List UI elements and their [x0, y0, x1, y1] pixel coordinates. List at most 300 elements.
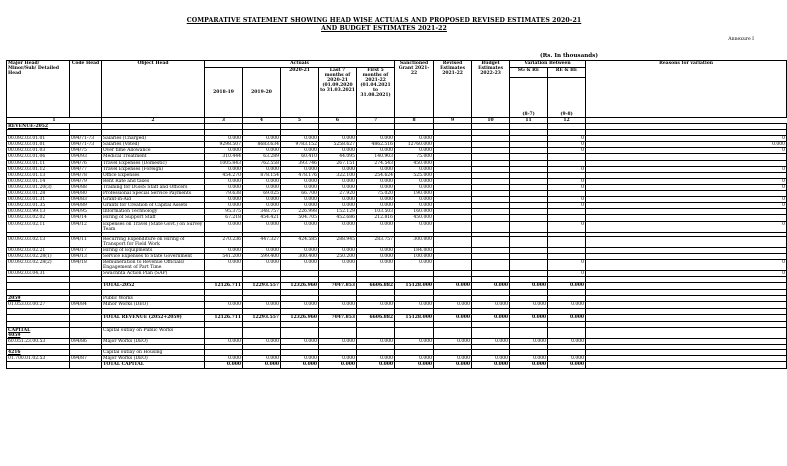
value-cell: 0.000	[319, 166, 357, 172]
total-value: 7047.853	[319, 283, 357, 290]
code-head-cell: 094/88	[70, 184, 102, 190]
value-cell: 0.000	[395, 355, 434, 361]
object-head-cell: Major Works (DEO)	[102, 338, 205, 344]
value-cell: 0.000	[510, 338, 548, 344]
column-number: 7	[357, 118, 395, 124]
value-cell: 322.100	[319, 172, 357, 178]
object-head-cell: Swachhta Action Plan (SAP)	[102, 271, 205, 277]
report-title-line1: COMPARATIVE STATEMENT SHOWING HEAD WISE ACTUALS AND PROPOSED REVISED ESTIMATES 2020-21	[186, 17, 582, 24]
value-cell: 0	[586, 203, 787, 209]
total-value: 0.000	[472, 362, 510, 369]
value-cell: 0.000	[319, 260, 357, 271]
value-cell: 0.000	[472, 338, 510, 344]
value-cell: 0.000	[548, 355, 586, 361]
object-head-cell: Information Technology	[102, 209, 205, 215]
major-head-cell: 00.092.03.02.11	[7, 221, 70, 232]
hdr-2019-20: 2019-20	[243, 68, 281, 118]
code-head-cell: 094/14	[70, 215, 102, 221]
code-head-cell: 094/93	[70, 154, 102, 160]
hdr-variation: Variation Between	[510, 61, 586, 68]
value-cell: 274.543	[357, 160, 395, 166]
value-cell: 0.000	[281, 136, 319, 142]
value-cell: 27.920	[319, 191, 357, 197]
total-value: 12293.557	[243, 283, 281, 290]
value-cell: 103.503	[357, 209, 395, 215]
total-value: 0.000	[395, 362, 434, 369]
value-cell	[510, 236, 548, 247]
hdr-object-head: Object Head	[102, 61, 205, 118]
major-head-cell: 00.092.03.01.13	[7, 172, 70, 178]
total-value: 12326.960	[281, 314, 319, 321]
major-head-cell: 00.092.03.01.03	[7, 148, 70, 154]
object-head-cell: Travel Expenses (Foreign)	[102, 166, 205, 172]
value-cell: 1005.843	[205, 160, 243, 166]
value-cell: 0	[548, 184, 586, 190]
total-value: 7047.853	[319, 314, 357, 321]
value-cell: 0.000	[395, 221, 434, 232]
value-cell	[586, 236, 787, 247]
value-cell: 0.000	[205, 184, 243, 190]
value-cell	[434, 221, 472, 232]
value-cell: 0.000	[205, 260, 243, 271]
value-cell: 0.000	[243, 178, 281, 184]
object-head-cell: Salaries (Voted)	[102, 142, 205, 148]
object-head-cell: Salaries (Charged)	[102, 136, 205, 142]
major-head-cell: 00.092.03.02.21	[7, 247, 70, 253]
object-head-cell: Major Works (DEO)	[102, 355, 205, 361]
value-cell	[472, 260, 510, 271]
value-cell: 454.270	[205, 172, 243, 178]
value-cell: 0.000	[357, 247, 395, 253]
code-head-cell: 094/84	[70, 302, 102, 308]
value-cell: 0.000	[395, 203, 434, 209]
object-title-cell: Capital outlay on Housing	[102, 349, 205, 355]
empty-cell	[472, 327, 510, 338]
value-cell: 270.236	[205, 236, 243, 247]
value-cell: 0.000	[319, 355, 357, 361]
total-value: 0.000	[510, 362, 548, 369]
code-head-cell: 094/12	[70, 221, 102, 232]
column-number: 8	[395, 118, 434, 124]
value-cell: 0.000	[395, 166, 434, 172]
total-label: TOTAL-2052	[102, 283, 205, 290]
value-cell: 0.000	[205, 203, 243, 209]
value-cell: 0.000	[243, 338, 281, 344]
value-cell: 0.000	[281, 148, 319, 154]
section-major-cell	[7, 327, 70, 338]
total-value: 15128.000	[395, 283, 434, 290]
major-head-cell: 00.092.03.01.28	[7, 191, 70, 197]
code-head-cell: 094/18	[70, 260, 102, 271]
value-cell: 0.000	[205, 148, 243, 154]
hdr-code-head: Code Head	[70, 61, 102, 118]
value-cell: 0.000	[357, 184, 395, 190]
value-cell: 0.000	[319, 247, 357, 253]
code-head-cell: 094/71-73	[70, 142, 102, 148]
value-cell: 0.000	[319, 203, 357, 209]
value-cell: 878.154	[243, 172, 281, 178]
value-cell: 0	[548, 178, 586, 184]
empty-cell	[7, 314, 70, 321]
value-cell: 5258.627	[319, 142, 357, 148]
value-cell: 0.000	[243, 221, 281, 232]
value-cell: 0.000	[205, 136, 243, 142]
empty-cell	[281, 327, 319, 338]
major-head-cell: 00.092.03.04.31	[7, 271, 70, 277]
object-head-cell: Office Expenses	[102, 172, 205, 178]
value-cell: 0.000	[434, 355, 472, 361]
value-cell: 75.000	[395, 154, 434, 160]
value-cell: 250.200	[319, 253, 357, 259]
units-label: (Rs. In thousands)	[540, 53, 598, 59]
value-cell: 300.400	[281, 253, 319, 259]
value-cell: 0.000	[395, 338, 434, 344]
column-number: 12	[548, 118, 586, 124]
hdr-budget: Budget Estimates 2022-23	[472, 61, 510, 118]
column-number: 10	[472, 118, 510, 124]
object-head-cell: Grants for Creation of Capital Assets	[102, 203, 205, 209]
value-cell: 0	[586, 197, 787, 203]
total-value: 12293.557	[243, 314, 281, 321]
object-head-cell: Hiring of Equipments	[102, 247, 205, 253]
object-title-cell: Public Works	[102, 296, 205, 302]
value-cell: 0.000	[472, 302, 510, 308]
major-head-cell: 00.092.03.02.28(2)	[7, 260, 70, 271]
major-head-cell: 00.092.03.01.14	[7, 178, 70, 184]
major-head-cell: 00.092.03.02.28(1)	[7, 253, 70, 259]
value-cell: 8683.634	[243, 142, 281, 148]
value-cell: 0	[586, 184, 787, 190]
value-cell: 0	[548, 148, 586, 154]
empty-cell	[510, 327, 548, 338]
hdr-last7: Last 7 months of 2020-21 (01.09.2020 to 31.03.2021	[319, 68, 357, 118]
table-row	[7, 236, 787, 247]
value-cell: 424.585	[281, 236, 319, 247]
hdr-re-be: RE & BE	[548, 68, 586, 78]
value-cell: 0.000	[319, 221, 357, 232]
value-cell: 226.998	[281, 209, 319, 215]
value-cell: 0	[586, 136, 787, 142]
value-cell: 0.000	[205, 178, 243, 184]
table-body	[7, 124, 787, 369]
value-cell: 0.000	[243, 260, 281, 271]
major-head-cell: 00.092.03.01.01	[7, 136, 70, 142]
value-cell: 0.000	[205, 247, 243, 253]
column-number: 3	[205, 118, 243, 124]
value-cell: 283.757	[357, 236, 395, 247]
code-head-cell: 094/75	[70, 148, 102, 154]
value-cell: 9298.507	[205, 142, 243, 148]
hdr-2020-21: 2020-21	[281, 68, 319, 118]
total-value: 12326.960	[281, 283, 319, 290]
value-cell: 0.000	[395, 302, 434, 308]
value-cell: 0.000	[357, 355, 395, 361]
major-head-cell: 00.092.03.01.20(3)	[7, 184, 70, 190]
value-cell: 0.000	[357, 148, 395, 154]
value-cell: 454.421	[243, 215, 281, 221]
value-cell: 0.000	[243, 166, 281, 172]
total-value: 6606.882	[357, 314, 395, 321]
value-cell: 0.000	[243, 148, 281, 154]
value-cell: 0.000	[319, 136, 357, 142]
object-head-cell: Remuneration to Revenue Officials/ Engagement of Part Time	[102, 260, 205, 271]
total-value: 0.000	[319, 362, 357, 369]
value-cell: 0.000	[357, 166, 395, 172]
value-cell: 79.638	[205, 191, 243, 197]
hdr-var-a: (8-7)	[510, 78, 548, 118]
value-cell: 0.000	[281, 166, 319, 172]
value-cell: 160.000	[395, 209, 434, 215]
value-cell: 300.000	[395, 236, 434, 247]
hdr-2018-19: 2018-19	[205, 68, 243, 118]
total-value: 0.000	[472, 314, 510, 321]
value-cell: 0.000	[395, 148, 434, 154]
column-number: 11	[510, 118, 548, 124]
section-revenue-label: REVENUE-2052	[7, 124, 70, 130]
column-number: 1	[7, 118, 102, 124]
value-cell: 0.000	[472, 355, 510, 361]
value-cell: 267.151	[319, 160, 357, 166]
value-cell: 0.000	[357, 178, 395, 184]
value-cell: 0	[548, 136, 586, 142]
value-cell: 69.025	[243, 191, 281, 197]
total-value: 0.000	[281, 362, 319, 369]
value-cell: 190.000	[395, 191, 434, 197]
value-cell: 541.200	[205, 253, 243, 259]
code-head-cell: 094/13	[70, 253, 102, 259]
major-head-cell: 01.700.01.02.53	[7, 355, 70, 361]
empty-cell	[70, 314, 102, 321]
total-value: 0.000	[472, 283, 510, 290]
value-cell: 0.000	[281, 203, 319, 209]
value-cell: 0	[586, 221, 787, 232]
value-cell: 0.000	[319, 302, 357, 308]
value-cell: 504.705	[281, 215, 319, 221]
value-cell: 9783.152	[281, 142, 319, 148]
column-number: 9	[434, 118, 472, 124]
object-head-cell: Minor Works (DEO)	[102, 302, 205, 308]
empty-cell	[586, 362, 787, 369]
value-cell: 0.000	[205, 302, 243, 308]
value-cell: 254.624	[357, 172, 395, 178]
total-value: 0.000	[434, 283, 472, 290]
value-cell: 0.000	[205, 221, 243, 232]
empty-cell	[586, 283, 787, 290]
value-cell: 212.816	[357, 215, 395, 221]
value-cell: 0.000	[319, 338, 357, 344]
value-cell: 0.000	[281, 197, 319, 203]
major-head-cell: 00.092.03.02.02	[7, 215, 70, 221]
object-title-cell: Capital outlay on Public Works	[102, 327, 205, 338]
empty-cell	[586, 314, 787, 321]
value-cell: 0.000	[243, 247, 281, 253]
code-head-cell: 094/71-73	[70, 136, 102, 142]
major-head-cell: 00.092.03.02.13	[7, 236, 70, 247]
object-head-cell: Medical Treatment	[102, 154, 205, 160]
value-cell: 288.945	[319, 236, 357, 247]
table-row	[7, 260, 787, 271]
total-value: 12126.711	[205, 314, 243, 321]
value-cell: 452.686	[319, 215, 357, 221]
section-major: 4216	[8, 349, 21, 355]
major-head-cell: 00.092.03.99.13	[7, 209, 70, 215]
empty-cell	[7, 362, 70, 369]
code-head-cell: 094/77	[70, 166, 102, 172]
value-cell: 762.558	[243, 160, 281, 166]
major-head-cell: 00.092.03.01.12	[7, 166, 70, 172]
value-cell: 0.000	[281, 184, 319, 190]
value-cell: 0	[548, 260, 586, 271]
total-value: 0.000	[243, 362, 281, 369]
object-head-cell: Recurring Expenditure on Hiring of Transport for Field Work	[102, 236, 205, 247]
major-head-cell: 00.092.03.01.06	[7, 154, 70, 160]
value-cell: 0.000	[434, 338, 472, 344]
value-cell: 0.000	[281, 355, 319, 361]
value-cell: 0.000	[205, 355, 243, 361]
value-cell: 0	[548, 142, 586, 148]
object-head-cell: Over time Allowance	[102, 148, 205, 154]
hdr-reasons: Reasons for variation	[586, 61, 787, 118]
hdr-major-head: Major Head/ Minor/Sub/ Detailed Head	[7, 61, 70, 118]
value-cell: 0.000	[395, 197, 434, 203]
value-cell: 450.000	[395, 215, 434, 221]
value-cell: 0.000	[357, 221, 395, 232]
value-cell: 0.000	[319, 184, 357, 190]
total-value: 0.000	[510, 283, 548, 290]
value-cell	[472, 221, 510, 232]
code-head-cell: 094/83	[70, 197, 102, 203]
total-row	[7, 314, 787, 321]
object-head-cell: Expenses on Travel (State Govt.) on Survey Team	[102, 221, 205, 232]
value-cell: 0.000	[357, 260, 395, 271]
value-cell: 60.410	[281, 154, 319, 160]
value-cell: 0	[586, 178, 787, 184]
value-cell: 0.000	[434, 302, 472, 308]
empty-cell	[395, 327, 434, 338]
total-value: 6606.882	[357, 283, 395, 290]
code-head-cell: 094/17	[70, 247, 102, 253]
total-row	[7, 362, 787, 369]
value-cell: 0.000	[586, 142, 787, 148]
value-cell	[434, 236, 472, 247]
value-cell: 450.000	[395, 160, 434, 166]
empty-cell	[70, 362, 102, 369]
value-cell: 100.000	[395, 253, 434, 259]
object-head-cell: Rent Rate and taxes	[102, 178, 205, 184]
total-value: 0.000	[548, 283, 586, 290]
code-head-cell: 094/80	[70, 191, 102, 197]
code-head-cell: 094/86	[70, 338, 102, 344]
value-cell: 0.000	[319, 178, 357, 184]
section-major: 4059	[8, 332, 21, 338]
object-head-cell: Training for DGHS Staff and Officers	[102, 184, 205, 190]
value-cell: 0.000	[357, 197, 395, 203]
value-cell: 140.903	[357, 154, 395, 160]
total-row	[7, 283, 787, 290]
value-cell: 4862.516	[357, 142, 395, 148]
value-cell: 44.095	[319, 154, 357, 160]
value-cell: 184.000	[395, 247, 434, 253]
value-cell: 95.375	[205, 209, 243, 215]
value-cell: 0	[586, 166, 787, 172]
total-value: 0.000	[510, 314, 548, 321]
value-cell: 0	[586, 148, 787, 154]
value-cell: 0.000	[357, 253, 395, 259]
value-cell: 0.000	[395, 260, 434, 271]
total-value: 0.000	[434, 314, 472, 321]
value-cell	[548, 236, 586, 247]
value-cell: 478.176	[281, 172, 319, 178]
value-cell: 447.327	[243, 236, 281, 247]
report-title-line2: AND BUDGET ESTIMATES 2021-22	[321, 25, 447, 32]
value-cell: 0.000	[548, 302, 586, 308]
code-head-cell: 094/79	[70, 178, 102, 184]
value-cell: 0.000	[510, 302, 548, 308]
value-cell: 0	[586, 260, 787, 271]
column-number: 5	[281, 118, 319, 124]
empty-cell	[243, 327, 281, 338]
section-head-row	[7, 327, 787, 338]
value-cell: 67.218	[205, 215, 243, 221]
value-cell: 393.746	[281, 160, 319, 166]
total-value: 0.000	[548, 362, 586, 369]
value-cell: 0.000	[243, 136, 281, 142]
value-cell: 0	[548, 203, 586, 209]
total-value: 15128.000	[395, 314, 434, 321]
empty-cell	[434, 327, 472, 338]
object-head-cell: Grant-in-Aid	[102, 197, 205, 203]
empty-cell	[70, 327, 102, 338]
object-head-cell: Travel Expenses (Domestic)	[102, 160, 205, 166]
value-cell	[510, 260, 548, 271]
empty-cell	[586, 327, 787, 338]
value-cell: 0.000	[281, 260, 319, 271]
total-value: 0.000	[205, 362, 243, 369]
value-cell: 0.000	[243, 203, 281, 209]
annexure-label: Annexure I	[728, 37, 754, 42]
value-cell: 0.000	[281, 302, 319, 308]
empty-cell	[548, 327, 586, 338]
value-cell: 0.000	[319, 197, 357, 203]
value-cell: 0.000	[319, 148, 357, 154]
column-number: 6	[319, 118, 357, 124]
major-head-cell: 01.053.03.00.27	[7, 302, 70, 308]
value-cell: 0.000	[281, 338, 319, 344]
value-cell: 0.000	[395, 178, 434, 184]
total-label: TOTAL REVENUE (2052+2059)	[102, 314, 205, 321]
major-head-cell: 00.092.03.01.11	[7, 160, 70, 166]
major-head-cell: 00.092.03.01.35	[7, 203, 70, 209]
empty-cell	[357, 327, 395, 338]
hdr-var-b: (9-8)	[548, 78, 586, 118]
value-cell: 0.000	[395, 184, 434, 190]
value-cell: 0.000	[281, 221, 319, 232]
value-cell: 0	[548, 221, 586, 232]
object-head-cell: Professional Special Service Payments	[102, 191, 205, 197]
value-cell: 0.000	[357, 203, 395, 209]
value-cell: 0.000	[357, 338, 395, 344]
empty-cell	[205, 327, 243, 338]
object-head-cell: Service Expenses to State Government	[102, 253, 205, 259]
value-cell: 63.289	[243, 154, 281, 160]
code-head-cell: 094/89	[70, 203, 102, 209]
total-label: TOTAL CAPITAL	[102, 362, 205, 369]
value-cell	[510, 221, 548, 232]
value-cell: 0.000	[243, 355, 281, 361]
value-cell: 0.000	[243, 197, 281, 203]
value-cell	[434, 260, 472, 271]
total-value: 0.000	[434, 362, 472, 369]
